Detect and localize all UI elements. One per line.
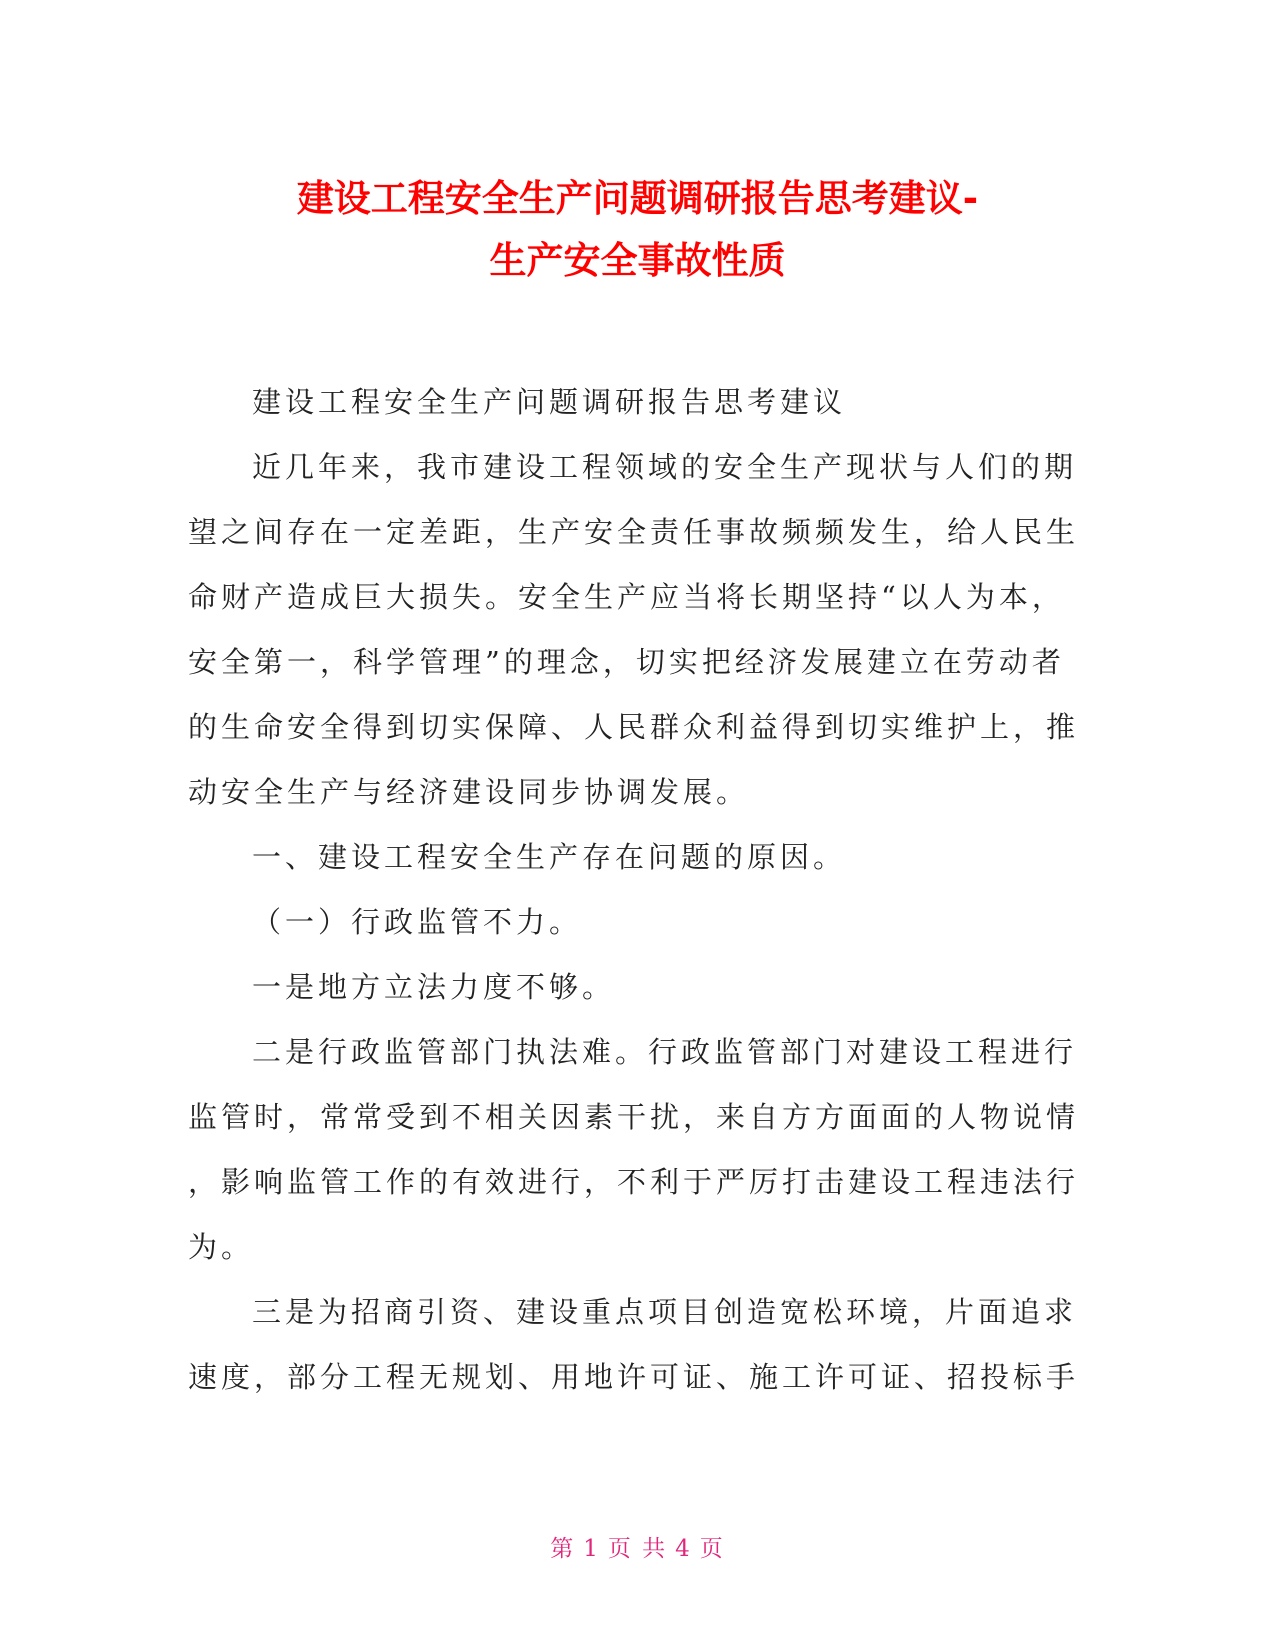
body-line: 速度，部分工程无规划、用地许可证、施工许可证、招投标手 <box>188 1360 1080 1394</box>
footer-prefix: 第 <box>550 1536 576 1562</box>
body-line: 一、建设工程安全生产存在问题的原因。 <box>252 840 847 874</box>
body-line: 望之间存在一定差距，生产安全责任事故频频发生，给人民生 <box>188 515 1080 549</box>
document-body <box>188 370 1078 1410</box>
page-footer <box>0 1530 1275 1563</box>
body-line: 一是地方立法力度不够。 <box>252 970 616 1004</box>
body-line: 的生命安全得到切实保障、人民群众利益得到切实维护上，推 <box>188 710 1080 744</box>
body-line: ，影响监管工作的有效进行，不利于严厉打击建设工程违法行 <box>188 1165 1080 1199</box>
body-line: 近几年来，我市建设工程领域的安全生产现状与人们的期 <box>252 450 1078 484</box>
document-title <box>150 168 1125 292</box>
footer-total-pages: 4 <box>675 1536 692 1562</box>
body-line: 命财产造成巨大损失。安全生产应当将长期坚持“以人为本， <box>188 580 1065 614</box>
body-line: 动安全生产与经济建设同步协调发展。 <box>188 775 750 809</box>
title-line-2: 生产安全事故性质 <box>489 239 786 282</box>
footer-page-number: 1 <box>583 1536 600 1562</box>
body-line: （一）行政监管不力。 <box>252 905 583 939</box>
body-line: 三是为招商引资、建设重点项目创造宽松环境，片面追求 <box>252 1295 1078 1329</box>
footer-middle: 页 共 <box>607 1536 668 1562</box>
body-line: 为。 <box>188 1230 255 1264</box>
footer-suffix: 页 <box>699 1536 725 1562</box>
body-line: 建设工程安全生产问题调研报告思考建议 <box>252 385 847 419</box>
title-line-1: 建设工程安全生产问题调研报告思考建议- <box>296 177 979 220</box>
body-line: 安全第一，科学管理”的理念，切实把经济发展建立在劳动者 <box>188 645 1065 679</box>
body-line: 二是行政监管部门执法难。行政监管部门对建设工程进行 <box>252 1035 1078 1069</box>
body-line: 监管时，常常受到不相关因素干扰，来自方方面面的人物说情 <box>188 1100 1080 1134</box>
